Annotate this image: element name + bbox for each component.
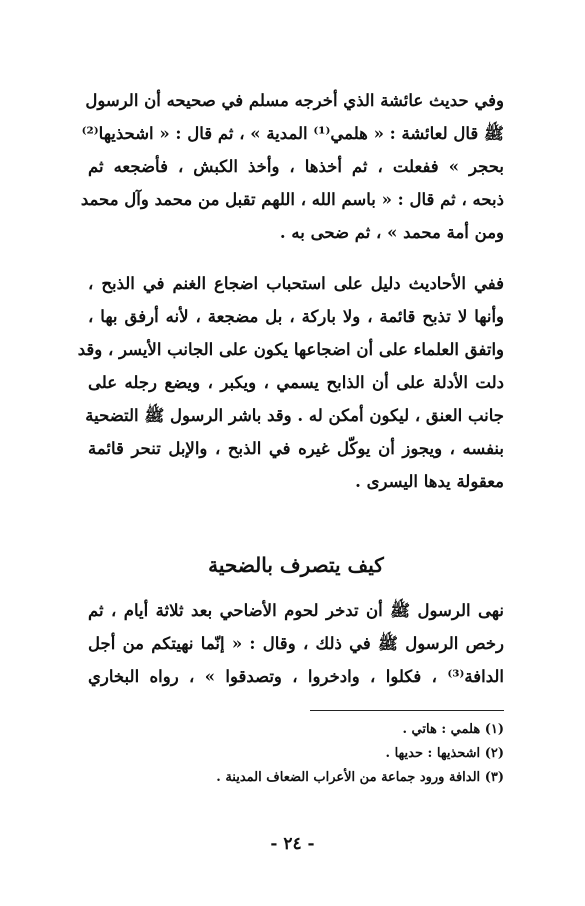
text-line: ومن أمة محمد » ، ثم ضحى به . — [279, 223, 504, 242]
text-line: بحجر » ففعلت ، ثم أخذها ، وأخذ الكبش ، فأضجعه ثم — [88, 157, 504, 176]
paragraph-slaughter-rulings — [77, 267, 504, 498]
section-heading: كيف يتصرف بالضحية — [208, 553, 384, 577]
footnote-2: (٢) اشحذيها : حديها . — [385, 746, 504, 761]
text-line: وفي حديث عائشة الذي أخرجه مسلم في صحيحه أن الرسول — [85, 91, 504, 110]
footnote-divider — [310, 710, 504, 711]
text-line: الدافة⁽³⁾ ، فكلوا ، وادخروا ، وتصدقوا » ، رواه البخاري — [88, 667, 504, 686]
paragraph-aisha-hadith — [80, 84, 504, 249]
text-line: نهى الرسول ﷺ أن تدخر لحوم الأضاحي بعد ثلاثة أيام ، ثم — [88, 601, 504, 620]
text-line: وأنها لا تذبح قائمة ، ولا باركة ، بل مضجعة ، لأنه أرفق بها ، — [88, 307, 504, 326]
paragraph-storing-meat — [88, 594, 504, 693]
text-line: واتفق العلماء على أن اضجاعها يكون على الجانب الأيسر ، وقد — [77, 340, 504, 359]
text-line: ﷺ قال لعائشة : « هلمي⁽¹⁾ المدية » ، ثم قال : « اشحذيها⁽²⁾ — [81, 124, 504, 143]
text-line: رخص الرسول ﷺ في ذلك ، وقال : « إنّما نهيتكم من أجل — [88, 634, 504, 653]
text-line: دلت الأدلة على أن الذابح يسمي ، ويكبر ، ويضع رجله على — [88, 373, 504, 392]
footnote-3: (٣) الدافة ورود جماعة من الأعراب الضعاف المدينة . — [216, 770, 504, 785]
footnote-1: (١) هلمي : هاتي . — [402, 722, 504, 737]
text-line: جانب العنق ، ليكون أمكن له . وقد باشر الرسول ﷺ التضحية — [85, 406, 504, 425]
text-line: ذبحه ، ثم قال : « باسم الله ، اللهم تقبل من محمد وآل محمد — [80, 190, 504, 209]
text-line: ففي الأحاديث دليل على استحباب اضجاع الغنم في الذبح ، — [88, 274, 504, 293]
text-line: معقولة يدها اليسرى . — [355, 472, 504, 491]
page-number: - ٢٤ - — [270, 834, 315, 854]
footnotes — [160, 718, 504, 790]
text-line: بنفسه ، ويجوز أن يوكّل غيره في الذبح ، والإبل تنحر قائمة — [88, 439, 504, 458]
